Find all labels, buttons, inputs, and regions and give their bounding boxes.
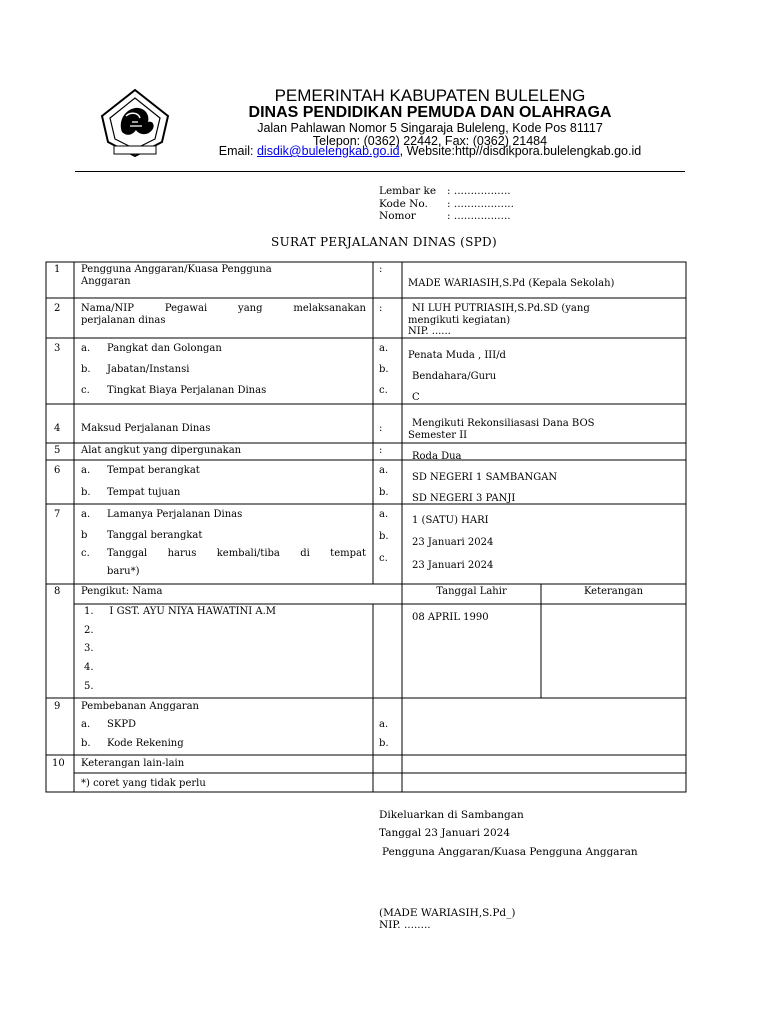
office-address: Jalan Pahlawan Nomor 5 Singaraja Buleleng, Kode Pos 81117 [257, 121, 603, 135]
row-3-a-label: Pangkat dan Golongan [107, 343, 222, 354]
kode-value: : .................. [447, 198, 514, 210]
row-1-label-line1: Pengguna Anggaran/Kuasa Pengguna [81, 264, 272, 275]
row-3-value-b: Bendahara/Guru [412, 371, 497, 382]
kode-label: Kode No. [379, 198, 428, 210]
row-4-number: 4 [54, 423, 61, 434]
department-name: DINAS PENDIDIKAN PEMUDA DAN OLAHRAGA [248, 104, 612, 121]
row-6-b-mark: b. [81, 487, 91, 498]
row-3-c-label: Tingkat Biaya Perjalanan Dinas [107, 385, 267, 396]
row-6-a-mark: a. [81, 465, 91, 476]
row-7-b-mark: b [81, 530, 88, 541]
issued-place: Dikeluarkan di Sambangan [379, 809, 524, 821]
row-8-number: 8 [54, 586, 61, 597]
row-8-col-birthdate: Tanggal Lahir [436, 586, 507, 597]
row-6-number: 6 [54, 465, 61, 476]
follower-item-3: 3. [84, 643, 94, 654]
row-3-sep-a: a. [379, 343, 389, 354]
row-7-sep-c: c. [379, 553, 388, 564]
row-9-a-label: SKPD [107, 719, 137, 730]
issued-date: Tanggal 23 Januari 2024 [379, 827, 510, 839]
row-9-label: Pembebanan Anggaran [81, 701, 199, 712]
row-7-a-label: Lamanya Perjalanan Dinas [107, 509, 243, 520]
row-4-label: Maksud Perjalanan Dinas [81, 423, 211, 434]
row-2-separator: : [379, 303, 383, 314]
row-6-value-b: SD NEGERI 3 PANJI [412, 493, 516, 504]
row-5-separator: : [379, 445, 383, 456]
row-5-label: Alat angkut yang dipergunakan [81, 445, 242, 456]
row-9-sep-b: b. [379, 738, 389, 749]
follower-item-4: 4. [84, 662, 94, 673]
row-7-c-label-line2: baru*) [107, 566, 140, 577]
row-1-number: 1 [54, 264, 61, 275]
nomor-label: Nomor [379, 210, 416, 222]
row-1-label-line2: Anggaran [81, 276, 131, 287]
row-2-number: 2 [54, 303, 61, 314]
row-7-sep-a: a. [379, 509, 389, 520]
row-3-sep-c: c. [379, 385, 388, 396]
row-3-value-c: C [412, 392, 420, 403]
follower-1-birthdate: 08 APRIL 1990 [412, 612, 489, 623]
row-7-value-c: 23 Januari 2024 [412, 560, 494, 571]
row-3-c-mark: c. [81, 385, 90, 396]
row-2-value-line2: mengikuti kegiatan) [408, 315, 511, 326]
signer-name: (MADE WARIASIH,S.Pd_) [379, 907, 516, 919]
row-2-label-line1: Nama/NIP Pegawai yang melaksanakan [81, 303, 366, 314]
document-title: SURAT PERJALANAN DINAS (SPD) [271, 235, 497, 249]
website-text: , Website:http//disdikpora.bulelengkab.go.id [399, 144, 642, 158]
row-5-value: Roda Dua [412, 451, 462, 462]
row-7-a-mark: a. [81, 509, 91, 520]
row-9-number: 9 [54, 701, 61, 712]
government-name: PEMERINTAH KABUPATEN BULELENG [274, 86, 586, 105]
row-3-b-mark: b. [81, 364, 91, 375]
row-8-col-note: Keterangan [583, 586, 644, 597]
row-3-number: 3 [54, 343, 61, 354]
row-5-number: 5 [54, 445, 61, 456]
lembar-value: : ................. [447, 185, 511, 197]
row-3-sep-b: b. [379, 364, 389, 375]
row-9-b-mark: b. [81, 738, 91, 749]
row-10-number: 10 [52, 758, 65, 769]
row-9-b-label: Kode Rekening [107, 738, 184, 749]
footnote: *) coret yang tidak perlu [81, 778, 206, 789]
row-6-a-label: Tempat berangkat [107, 465, 200, 476]
row-7-c-mark: c. [81, 548, 90, 559]
row-6-sep-a: a. [379, 465, 389, 476]
row-6-value-a: SD NEGERI 1 SAMBANGAN [412, 472, 558, 483]
follower-item-2: 2. [84, 625, 94, 636]
email-label: Email: [218, 144, 257, 158]
lembar-label: Lembar ke [379, 185, 437, 197]
row-7-number: 7 [54, 509, 61, 520]
row-7-sep-b: b. [379, 531, 389, 542]
row-7-value-a: 1 (SATU) HARI [412, 515, 489, 526]
row-1-value: MADE WARIASIH,S.Pd (Kepala Sekolah) [408, 278, 615, 289]
row-6-sep-b: b. [379, 487, 389, 498]
office-phone: Telepon: (0362) 22442, Fax: (0362) 21484 [312, 134, 548, 148]
row-7-b-label: Tanggal berangkat [107, 530, 203, 541]
email-link[interactable]: disdik@bulelengkab.go.id [256, 144, 400, 158]
row-4-separator: : [379, 423, 383, 434]
row-1-separator: : [379, 264, 383, 275]
row-3-a-mark: a. [81, 343, 91, 354]
row-3-value-a: Penata Muda , III/d [408, 350, 506, 361]
row-4-value-line1: Mengikuti Rekonsiliasasi Dana BOS [412, 418, 595, 429]
row-10-label: Keterangan lain-lain [81, 758, 185, 769]
row-2-label-line2: perjalanan dinas [81, 315, 166, 326]
row-4-value-line2: Semester II [408, 430, 468, 441]
signer-role: Pengguna Anggaran/Kuasa Pengguna Anggaran [382, 846, 638, 858]
row-2-value-line1: NI LUH PUTRIASIH,S.Pd.SD (yang [412, 303, 590, 314]
signer-nip: NIP. ........ [379, 919, 431, 931]
row-7-value-b: 23 Januari 2024 [412, 537, 494, 548]
nomor-value: : ................. [447, 210, 511, 222]
row-8-label: Pengikut: Nama [81, 586, 163, 597]
follower-item-1: 1. I GST. AYU NIYA HAWATINI A.M [84, 606, 277, 617]
row-9-sep-a: a. [379, 719, 389, 730]
row-9-a-mark: a. [81, 719, 91, 730]
row-6-b-label: Tempat tujuan [107, 487, 181, 498]
row-3-b-label: Jabatan/Instansi [107, 364, 190, 375]
row-2-value-line3: NIP. ...... [408, 326, 451, 337]
row-7-c-label-line1: Tanggal harus kembali/tiba di tempat [107, 548, 366, 559]
follower-item-5: 5. [84, 681, 94, 692]
